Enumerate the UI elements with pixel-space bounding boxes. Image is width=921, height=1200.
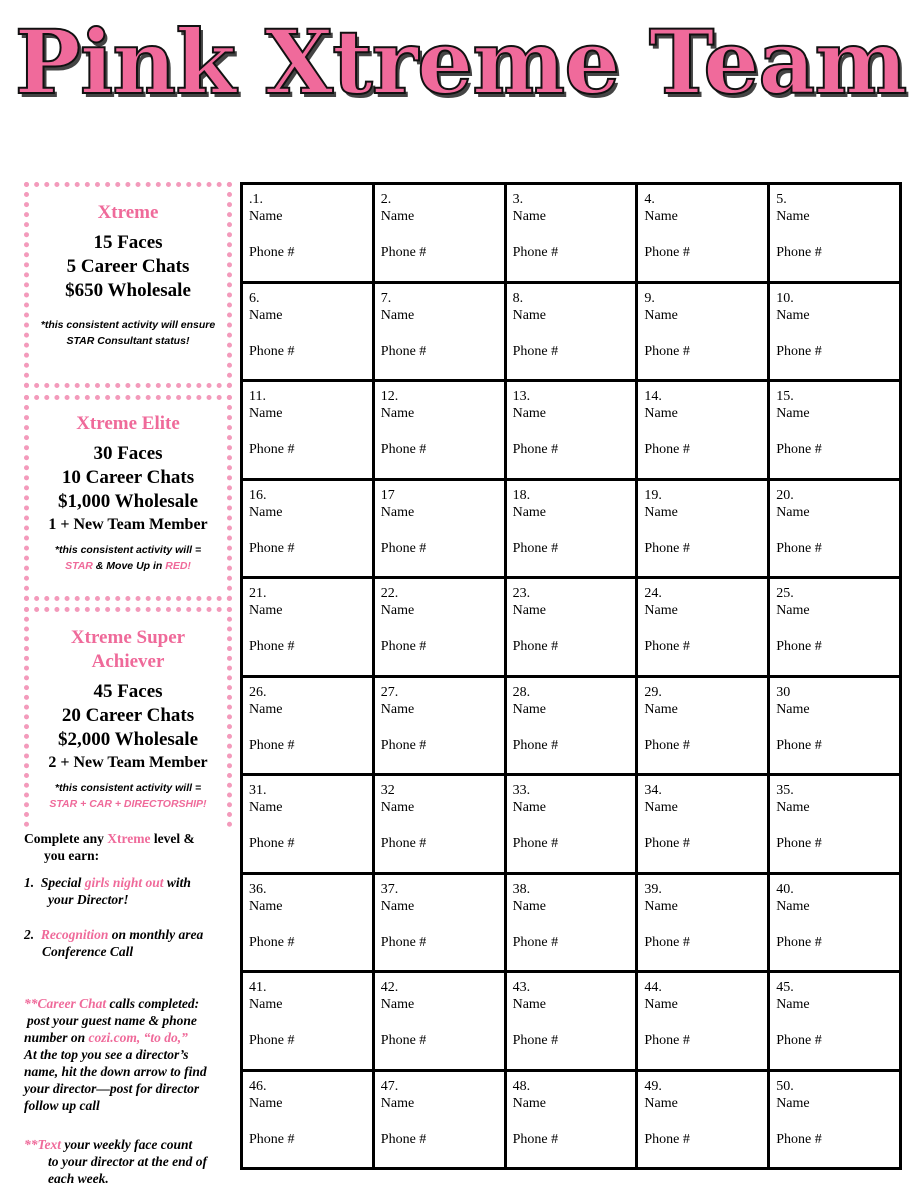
cell-number: 5.	[776, 192, 787, 207]
cell-number: 30	[776, 684, 791, 700]
team-cell	[243, 776, 372, 872]
team-cell	[243, 185, 372, 281]
team-cell	[770, 481, 899, 577]
phone-label: Phone #	[249, 934, 295, 950]
cell-number: 18.	[512, 487, 531, 503]
note-text: *this consistent activity will =	[54, 782, 202, 794]
level-line: 20 Career Chats	[61, 705, 195, 726]
career-text: follow up call	[24, 1098, 100, 1113]
name-label: Name	[380, 603, 415, 618]
name-label: Name	[512, 209, 547, 224]
phone-label: Phone #	[776, 442, 822, 457]
phone-label: Phone #	[249, 343, 295, 359]
team-cell	[243, 973, 372, 1069]
name-label: Name	[776, 307, 810, 323]
name-label: Name	[380, 307, 415, 323]
phone-label: Phone #	[380, 442, 427, 457]
level-note	[29, 542, 227, 574]
name-label: Name	[380, 209, 415, 224]
name-label: Name	[249, 800, 283, 815]
cell-number: 4.	[644, 192, 655, 207]
career-text: post your guest name & phone	[27, 1013, 197, 1028]
phone-label: Phone #	[249, 1033, 295, 1048]
name-label: Name	[249, 1095, 283, 1111]
phone-label: Phone #	[380, 245, 427, 260]
phone-label: Phone #	[644, 639, 690, 654]
name-label: Name	[380, 406, 415, 421]
team-cell	[375, 1072, 504, 1168]
team-cell	[638, 678, 767, 774]
level-title: Xtreme Elite	[76, 413, 180, 434]
cell-number: 46.	[249, 1078, 267, 1094]
team-cell	[507, 776, 636, 872]
name-label: Name	[380, 701, 415, 717]
item-text: your Director!	[48, 892, 129, 907]
name-label: Name	[644, 997, 678, 1012]
team-cell	[507, 579, 636, 675]
career-text: name, hit the down arrow to find	[24, 1064, 207, 1079]
level-box-xtreme-super-achiever	[24, 607, 232, 827]
team-cell	[638, 579, 767, 675]
phone-label: Phone #	[776, 737, 822, 753]
cell-number: 50.	[776, 1078, 794, 1094]
cell-number: 49.	[644, 1078, 662, 1094]
item-text: on monthly area	[108, 927, 204, 942]
item-text: Conference Call	[42, 944, 134, 959]
phone-label: Phone #	[776, 540, 822, 556]
text-note-text: to your director at the end of	[48, 1154, 207, 1169]
name-label: Name	[776, 603, 810, 618]
phone-label: Phone #	[776, 343, 822, 359]
career-text: your director—post for director	[24, 1081, 200, 1096]
team-cell	[638, 875, 767, 971]
level-line: 5 Career Chats	[66, 256, 190, 277]
cell-number: 27.	[380, 684, 399, 700]
cell-number: 19.	[644, 487, 662, 503]
level-box-xtreme-elite	[24, 395, 232, 601]
name-label: Name	[512, 504, 547, 520]
team-cell	[375, 481, 504, 577]
cell-number: 43.	[512, 980, 531, 995]
team-cell	[638, 973, 767, 1069]
cell-number: 31.	[249, 783, 267, 798]
cell-number: 15.	[776, 389, 794, 404]
phone-label: Phone #	[512, 343, 559, 359]
name-label: Name	[776, 898, 810, 914]
team-cell	[770, 973, 899, 1069]
cell-number: 39.	[644, 881, 662, 897]
team-cell	[770, 382, 899, 478]
team-cell	[770, 678, 899, 774]
name-label: Name	[644, 504, 678, 520]
phone-label: Phone #	[512, 442, 559, 457]
cell-number: 21.	[249, 586, 267, 601]
phone-label: Phone #	[512, 1131, 559, 1147]
team-cell	[507, 973, 636, 1069]
phone-label: Phone #	[249, 245, 295, 260]
earn-item-2	[24, 926, 236, 960]
phone-label: Phone #	[776, 1131, 822, 1147]
team-cell	[638, 776, 767, 872]
name-label: Name	[776, 997, 810, 1012]
team-cell	[243, 284, 372, 380]
name-label: Name	[776, 504, 810, 520]
phone-label: Phone #	[512, 245, 559, 260]
name-label: Name	[249, 406, 283, 421]
earn-heading-text: you earn:	[44, 848, 100, 863]
name-label: Name	[249, 307, 283, 323]
cell-number: 28.	[512, 684, 531, 700]
name-label: Name	[776, 701, 810, 717]
team-cell	[507, 284, 636, 380]
cell-number: 36.	[249, 881, 267, 897]
level-line: 30 Faces	[93, 443, 163, 464]
phone-label: Phone #	[249, 540, 295, 556]
cell-number: .1.	[249, 192, 263, 207]
name-label: Name	[249, 997, 283, 1012]
level-line: $2,000 Wholesale	[57, 729, 199, 750]
phone-label: Phone #	[512, 737, 559, 753]
team-cell	[375, 973, 504, 1069]
cell-number: 48.	[512, 1078, 531, 1094]
name-label: Name	[512, 1095, 547, 1111]
name-label: Name	[512, 406, 547, 421]
team-cell	[770, 776, 899, 872]
phone-label: Phone #	[776, 639, 822, 654]
level-line: $1,000 Wholesale	[57, 491, 199, 512]
phone-label: Phone #	[380, 836, 427, 851]
name-label: Name	[380, 800, 415, 815]
name-label: Name	[644, 701, 678, 717]
text-note	[24, 1136, 236, 1187]
phone-label: Phone #	[776, 245, 822, 260]
phone-label: Phone #	[249, 1131, 295, 1147]
phone-label: Phone #	[249, 836, 295, 851]
cell-number: 10.	[776, 290, 794, 306]
phone-label: Phone #	[644, 1033, 690, 1048]
team-cell	[375, 579, 504, 675]
level-note	[29, 780, 227, 812]
team-cell	[243, 579, 372, 675]
cell-number: 26.	[249, 684, 267, 700]
cell-number: 12.	[380, 389, 399, 404]
team-cell	[507, 185, 636, 281]
phone-label: Phone #	[512, 934, 559, 950]
name-label: Name	[512, 800, 547, 815]
cell-number: 25.	[776, 586, 794, 601]
cell-number: 14.	[644, 389, 662, 404]
name-label: Name	[644, 603, 678, 618]
team-cell	[507, 481, 636, 577]
team-cell	[243, 875, 372, 971]
name-label: Name	[644, 800, 678, 815]
name-label: Name	[380, 898, 415, 914]
phone-label: Phone #	[249, 639, 295, 654]
cell-number: 2.	[380, 192, 392, 207]
cell-number: 33.	[512, 783, 531, 798]
name-label: Name	[512, 701, 547, 717]
name-label: Name	[249, 504, 283, 520]
name-label: Name	[776, 209, 810, 224]
earn-section	[24, 830, 236, 960]
earn-heading-text: Complete any	[24, 831, 108, 846]
team-cell	[638, 382, 767, 478]
cell-number: 42.	[380, 980, 399, 995]
team-cell	[770, 579, 899, 675]
item-number: 1.	[24, 875, 35, 890]
cell-number: 8.	[512, 290, 524, 306]
phone-label: Phone #	[512, 639, 559, 654]
earn-heading-text: level &	[150, 831, 195, 846]
phone-label: Phone #	[512, 540, 559, 556]
phone-label: Phone #	[249, 737, 295, 753]
cell-number: 34.	[644, 783, 662, 798]
earn-heading-pink: Xtreme	[107, 831, 151, 846]
level-line: 1 + New Team Member	[48, 516, 208, 533]
phone-label: Phone #	[512, 1033, 559, 1048]
cell-number: 22.	[380, 586, 399, 601]
level-note: *this consistent activity will ensure STAR Consultant status!	[40, 319, 216, 347]
team-cell	[375, 284, 504, 380]
team-cell	[770, 284, 899, 380]
note-pink: STAR	[65, 560, 93, 572]
note-text: & Move Up in	[92, 560, 166, 572]
name-label: Name	[512, 898, 547, 914]
team-cell	[770, 875, 899, 971]
cell-number: 35.	[776, 783, 794, 798]
cell-number: 20.	[776, 487, 794, 503]
level-title: Xtreme	[97, 202, 159, 223]
level-line: $650 Wholesale	[65, 280, 191, 301]
item-text: with	[163, 875, 191, 890]
name-label: Name	[249, 209, 283, 224]
page-title: Pink Xtreme Team	[14, 10, 907, 114]
cell-number: 40.	[776, 881, 794, 897]
cell-number: 44.	[644, 980, 662, 995]
team-cell	[243, 678, 372, 774]
earn-heading-line2	[24, 847, 236, 864]
level-title-line: Xtreme Super	[70, 627, 186, 648]
team-cell	[638, 185, 767, 281]
text-pink: **Text	[24, 1137, 61, 1152]
phone-label: Phone #	[644, 934, 690, 950]
team-cell	[638, 284, 767, 380]
phone-label: Phone #	[644, 540, 690, 556]
team-cell	[638, 481, 767, 577]
team-cell	[507, 1072, 636, 1168]
career-text: number on	[24, 1030, 89, 1045]
phone-label: Phone #	[380, 343, 427, 359]
item-pink: girls night out	[84, 875, 164, 890]
phone-label: Phone #	[380, 540, 427, 556]
name-label: Name	[512, 307, 547, 323]
phone-label: Phone #	[776, 836, 822, 851]
name-label: Name	[380, 504, 415, 520]
career-text: At the top you see a director’s	[24, 1047, 189, 1062]
cell-number: 37.	[380, 881, 399, 897]
phone-label: Phone #	[644, 1131, 690, 1147]
cell-number: 32	[380, 783, 395, 798]
team-grid	[240, 182, 902, 1170]
cell-number: 11.	[249, 389, 266, 404]
phone-label: Phone #	[644, 245, 690, 260]
cell-number: 24.	[644, 586, 662, 601]
text-note-text: your weekly face count	[61, 1137, 193, 1152]
phone-label: Phone #	[380, 934, 427, 950]
level-line: 10 Career Chats	[61, 467, 195, 488]
team-cell	[243, 1072, 372, 1168]
name-label: Name	[644, 1095, 678, 1111]
name-label: Name	[776, 1095, 810, 1111]
team-cell	[770, 185, 899, 281]
phone-label: Phone #	[380, 737, 427, 753]
phone-label: Phone #	[644, 343, 690, 359]
team-cell	[507, 678, 636, 774]
team-cell	[375, 382, 504, 478]
team-cell	[375, 776, 504, 872]
phone-label: Phone #	[380, 639, 427, 654]
cell-number: 7.	[380, 290, 392, 306]
phone-label: Phone #	[644, 737, 690, 753]
name-label: Name	[644, 307, 678, 323]
note-text: *this consistent activity will =	[54, 544, 202, 556]
phone-label: Phone #	[380, 1131, 427, 1147]
phone-label: Phone #	[776, 1033, 822, 1048]
cell-number: 45.	[776, 980, 794, 995]
cell-number: 38.	[512, 881, 531, 897]
team-cell	[243, 481, 372, 577]
level-line: 45 Faces	[93, 681, 163, 702]
team-cell	[507, 875, 636, 971]
team-cell	[638, 1072, 767, 1168]
phone-label: Phone #	[776, 934, 822, 950]
team-cell	[507, 382, 636, 478]
name-label: Name	[380, 997, 415, 1012]
name-label: Name	[380, 1095, 415, 1111]
cell-number: 6.	[249, 290, 260, 306]
team-cell	[375, 185, 504, 281]
note-pink: STAR + CAR + DIRECTORSHIP!	[49, 798, 207, 810]
level-title	[29, 626, 227, 674]
cell-number: 16.	[249, 487, 267, 503]
item-pink: Recognition	[40, 927, 109, 942]
text-note-text: each week.	[48, 1171, 109, 1186]
phone-label: Phone #	[512, 836, 559, 851]
career-chat-note	[24, 995, 236, 1114]
name-label: Name	[776, 406, 810, 421]
name-label: Name	[644, 406, 678, 421]
cell-number: 17	[380, 487, 395, 503]
level-box-xtreme	[24, 182, 232, 388]
note-pink: RED!	[165, 560, 191, 572]
cell-number: 13.	[512, 389, 531, 404]
item-text: Special	[40, 875, 85, 890]
earn-heading	[24, 830, 236, 847]
team-cell	[770, 1072, 899, 1168]
name-label: Name	[249, 701, 283, 717]
cell-number: 41.	[249, 980, 267, 995]
name-label: Name	[249, 603, 283, 618]
phone-label: Phone #	[380, 1033, 427, 1048]
level-title-line: Achiever	[91, 651, 165, 672]
item-number: 2.	[24, 927, 35, 942]
name-label: Name	[776, 800, 810, 815]
phone-label: Phone #	[644, 836, 690, 851]
cell-number: 23.	[512, 586, 531, 601]
career-text: calls completed:	[106, 996, 200, 1011]
phone-label: Phone #	[644, 442, 690, 457]
career-pink: **Career Chat	[24, 996, 107, 1011]
team-cell	[375, 678, 504, 774]
level-line: 15 Faces	[93, 232, 163, 253]
name-label: Name	[512, 603, 547, 618]
name-label: Name	[249, 898, 283, 914]
level-line: 2 + New Team Member	[48, 754, 208, 771]
cell-number: 3.	[512, 192, 524, 207]
team-cell	[243, 382, 372, 478]
name-label: Name	[644, 209, 678, 224]
cell-number: 29.	[644, 684, 662, 700]
career-pink: cozi.com, “to do,”	[88, 1030, 188, 1045]
cell-number: 9.	[644, 290, 655, 306]
team-cell	[375, 875, 504, 971]
name-label: Name	[512, 997, 547, 1012]
cell-number: 47.	[380, 1078, 399, 1094]
name-label: Name	[644, 898, 678, 914]
earn-item-1	[24, 874, 236, 908]
phone-label: Phone #	[249, 442, 295, 457]
